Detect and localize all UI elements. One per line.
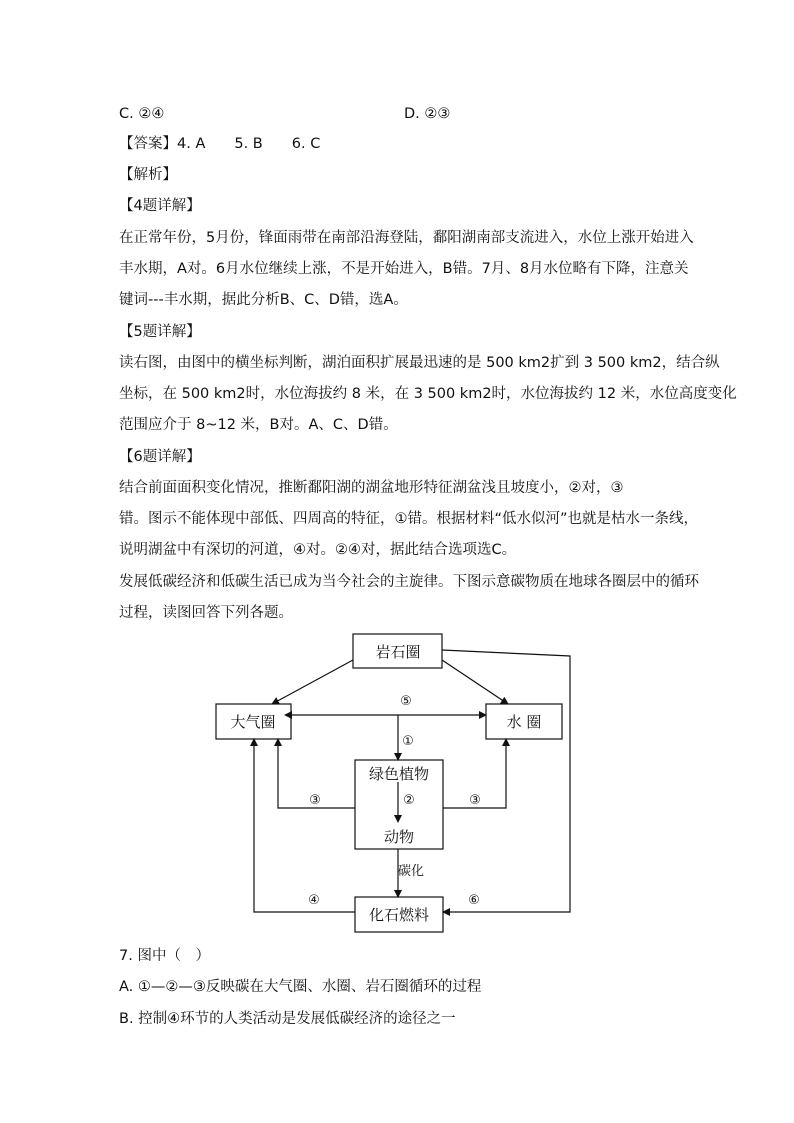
q5-line-3: 范围应介于 8~12 米，B对。A、C、D错。: [119, 417, 398, 433]
q4-heading: 【4题详解】: [119, 198, 201, 214]
label-n2: ②: [403, 793, 415, 808]
intro-line-1: 发展低碳经济和低碳生活已成为当今社会的主旋律。下图示意碳物质在地球各圈层中的循环: [119, 574, 699, 590]
label-lithosphere: 岩石圈: [375, 643, 421, 661]
label-n3-right: ③: [469, 793, 481, 808]
label-n3-left: ③: [309, 793, 321, 808]
label-animals: 动物: [383, 828, 415, 846]
q5-heading: 【5题详解】: [119, 324, 201, 340]
label-carbonize: 碳化: [397, 864, 425, 879]
label-n1: ①: [402, 734, 414, 749]
q6-line-3: 说明湖盆中有深切的河道，④对。②④对，据此结合选项选C。: [119, 542, 517, 558]
option-c: C. ②④: [119, 106, 165, 122]
q6-line-2: 错。图示不能体现中部低、四周高的特征，①错。根据材料“低水似河”也就是枯水一条线，: [119, 511, 699, 527]
option-d: D. ②③: [404, 106, 451, 122]
q7-option-b: B. 控制④环节的人类活动是发展低碳经济的途径之一: [119, 1011, 456, 1027]
q7-stem: 7. 图中（ ）: [119, 948, 210, 964]
label-plants: 绿色植物: [368, 765, 430, 783]
analysis-heading: 【解析】: [119, 167, 177, 183]
label-n4: ④: [308, 893, 320, 908]
q5-line-1: 读右图，由图中的横坐标判断，湖泊面积扩展最迅速的是 500 km2扩到 3 500 km2，结合纵: [119, 355, 720, 371]
q6-line-1: 结合前面面积变化情况，推断鄱阳湖的湖盆地形特征湖盆浅且坡度小，②对，③: [119, 480, 624, 496]
intro-line-2: 过程，读图回答下列各题。: [119, 605, 293, 621]
label-fossil-fuel: 化石燃料: [368, 906, 430, 924]
answer-line: 【答案】4. A 5. B 6. C: [119, 136, 321, 152]
arrow-litho-to-hydro: [442, 660, 508, 704]
label-n5: ⑤: [400, 694, 412, 709]
q4-line-2: 丰水期，A对。6月水位继续上涨，不是开始进入，B错。7月、8月水位略有下降，注意关: [119, 261, 689, 277]
label-hydrosphere: 水 圈: [506, 713, 542, 731]
q5-line-2: 坐标，在 500 km2时，水位海拔约 8 米，在 3 500 km2时，水位海拔约 12 米，水位高度变化: [119, 386, 737, 402]
q4-line-3: 键词---丰水期，据此分析B、C、D错，选A。: [119, 292, 408, 308]
arrow-litho-to-atmo: [272, 660, 353, 704]
label-n6: ⑥: [468, 893, 480, 908]
arrow-4-fossil-to-atmo: [254, 739, 355, 912]
q6-heading: 【6题详解】: [119, 449, 201, 465]
q4-line-1: 在正常年份，5月份，锋面雨带在南部沿海登陆，鄱阳湖南部支流进入，水位上涨开始进入: [119, 230, 694, 246]
q7-option-a: A. ①—②—③反映碳在大气圈、水圈、岩石圈循环的过程: [119, 979, 482, 995]
carbon-cycle-diagram: [210, 632, 580, 937]
label-atmosphere: 大气圈: [230, 713, 276, 731]
